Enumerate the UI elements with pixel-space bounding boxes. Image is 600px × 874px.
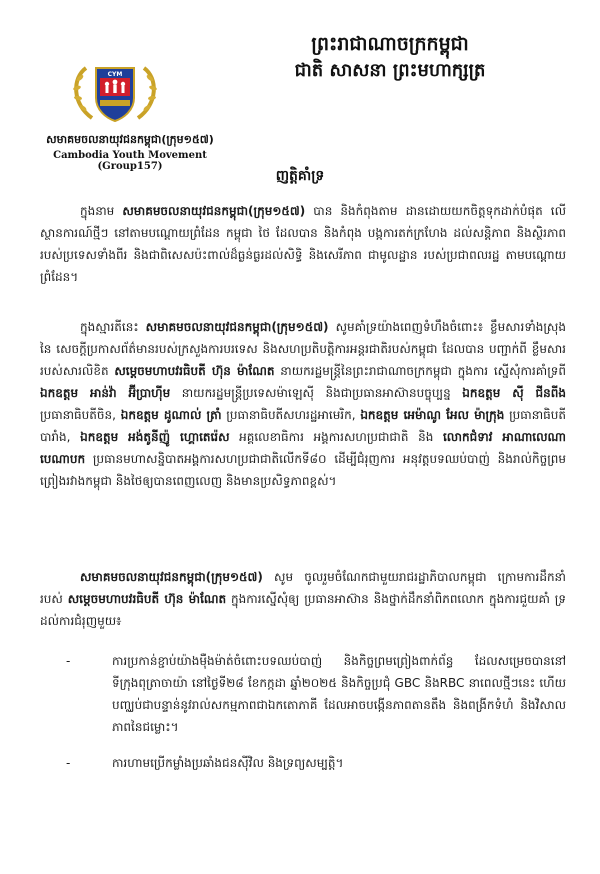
paragraph-2: ក្នុងស្មារតីនេះ សមាគមចលនាយុវជនកម្ពុជា(ក្រុម១៥៧) សូមគាំទ្រយ៉ាងពេញទំហឹងចំពោះ៖ ខ្លឹមសារទាំងស្រុងនៃ សេចក្តីប្រកាសព័ត៌មានរបស់ក្រសួងការបរទេស និងសហប្រតិបត្តិការអន្តរជាតិរបស់កម្ពុជា ដែលបាន បញ្ជាក់ពី ខ្លឹមសាររបស់សារលិខិត សម្តេចមហាបវរធិបតី ហ៊ុន ម៉ាណែត នាយករដ្ឋមន្ត្រីនៃព្រះរាជាណាចក្រកម្ពុជា ក្នុងការ ស្នើសុំការគាំទ្រពី ឯកឧត្តម អាន់វ៉ា អ៊ីប្រាហ៊ីម នាយករដ្ឋមន្ត្រីប្រទេសម៉ាឡេស៊ី និងជាប្រធានអាស៊ានបច្ចុប្បន្ន ឯកឧត្តម ស៊ី ជីនពីង ប្រធានាធិបតីចិន, ឯកឧត្តម ដូណាល់ ត្រាំ ប្រធានាធិបតីសហរដ្ឋអាមេរិក, ឯកឧត្តម អេម៉ាណូ អែល ម៉ាក្រុង ប្រធានាធិបតីបារាំង, ឯកឧត្តម អង់តូនីញ៉ូ ហ្គោតេរ៉េស អគ្គលេខាធិការ អង្គការសហប្រជាជាតិ និង លោកជំទាវ អាណាលេណា បេណាបក ប្រធានមហាសន្និបាតអង្គការសហប្រជាជាតិលើកទី៨០ ដើម្បីជំរុញការ អនុវត្តបទឈប់បាញ់ និងរាល់កិច្ចព្រមព្រៀងរវាងកម្ពុជា និងថៃឲ្យបានពេញលេញ និងមានប្រសិទ្ធភាពខ្ពស់។ bbox=[40, 320, 567, 488]
name-donald-trump: ឯកឧត្តម ដូណាល់ ត្រាំ bbox=[120, 408, 222, 422]
org-name-bold: សមាគមចលនាយុវជនកម្ពុជា(ក្រុម១៥៧) bbox=[80, 570, 263, 584]
list-item: - ការប្រកាន់ខ្ជាប់យ៉ាងម៉ឺងម៉ាត់ចំពោះបទឈប់បាញ់ និងកិច្ចព្រមព្រៀងពាក់ព័ន្ធ ដែលសម្រេចបាននៅ ទីក្រុងពុត្រាចាយ៉ា នៅថ្ងៃទី២៨ ខែកក្កដា ឆ្នាំ២០២៥ និងកិច្ចប្រជុំ GBC និងRBC នាពេលថ្មីៗនេះ ហើយបញ្ឈប់ជាបន្ទាន់នូវរាល់សកម្មភាពជាឯកតោភាគី ដែលអាចបង្កើនភាពតានតឹង និងពង្រីកទំហំ និងវិសាលភាពនៃជម្លោះ។ bbox=[40, 650, 566, 738]
name-hun-manet: សម្តេចមហាបវរធិបតី ហ៊ុន ម៉ាណែត bbox=[114, 364, 275, 378]
org-name-bold: សមាគមចលនាយុវជនកម្ពុជា(ក្រុម១៥៧) bbox=[145, 320, 329, 334]
document-title: ញត្តិគាំទ្រ bbox=[275, 168, 325, 184]
logo-text: CYM bbox=[107, 71, 123, 78]
name-anwar-ibrahim: ឯកឧត្តម អាន់វ៉ា អ៊ីប្រាហ៊ីម bbox=[40, 386, 171, 400]
list-item: - ការហាមប្រើកម្លាំងប្រឆាំងជនស៊ីវិល និងទ្រព្យសម្បត្តិ។ bbox=[40, 752, 566, 774]
name-xi-jinping: ឯកឧត្តម ស៊ី ជីនពីង bbox=[462, 386, 566, 400]
organization-name-english: Cambodia Youth Movement (Group157) bbox=[53, 150, 207, 172]
kingdom-motto: ជាតិ សាសនា ព្រះមហាក្សត្រ bbox=[294, 60, 486, 81]
paragraph-3: សមាគមចលនាយុវជនកម្ពុជា(ក្រុម១៥៧) សូម ចូលរួមចំណែកជាមួយរាជរដ្ឋាភិបាលកម្ពុជា ក្រោមការដឹកនាំរបស់ សម្តេចមហាបវរធិបតី ហ៊ុន ម៉ាណែត ក្នុងការស្នើសុំឲ្យ ប្រធានអាស៊ាន និងថ្នាក់ដឹកនាំពិភពលោក ក្នុងការជួយគាំ ទ្រដល់ការជំរុញមួយ៖ bbox=[40, 570, 566, 628]
organization-name-khmer: សមាគមចលនាយុវជនកម្ពុជា(ក្រុម១៥៧) bbox=[46, 133, 214, 146]
kingdom-title: ព្រះរាជាណាចក្រកម្ពុជា bbox=[311, 33, 469, 55]
name-antonio-guterres: ឯកឧត្តម អង់តូនីញ៉ូ ហ្គោតេរ៉េស bbox=[80, 430, 230, 444]
name-hun-manet: សម្តេចមហាបវរធិបតី ហ៊ុន ម៉ាណែត bbox=[67, 592, 227, 606]
name-annalena-baerbock: លោកជំទាវ អាណាលេណា បេណាបក bbox=[40, 430, 566, 466]
bullet-dash: - bbox=[66, 654, 71, 668]
organization-logo bbox=[66, 60, 164, 126]
bullet-dash: - bbox=[66, 756, 71, 770]
paragraph-1: ក្នុងនាម សមាគមចលនាយុវជនកម្ពុជា(ក្រុម១៥៧) បាន និងកំពុងតាម ដានដោយយកចិត្តទុកដាក់បំផុត លើស្ថានការណ៍ថ្មីៗ នៅតាមបណ្តោយព្រំដែន កម្ពុជា ថៃ ដែលបាន និងកំពុង បង្កការតក់ក្រហែង ដល់សន្តិភាព និងស្ថិរភាព របស់ប្រទេសទាំងពីរ និងជាពិសេសប៉ះពាល់ដ៏ធ្ងន់ធ្ងរដល់សិទ្ធិ និងសេរីភាព ជាមូលដ្ឋាន របស់ប្រជាពលរដ្ឋ តាមបណ្តោយព្រំដែន។ bbox=[40, 204, 566, 284]
org-name-bold: សមាគមចលនាយុវជនកម្ពុជា(ក្រុម១៥៧) bbox=[122, 204, 306, 218]
request-list bbox=[40, 650, 566, 788]
name-emmanuel-macron: ឯកឧត្តម អេម៉ាណូ អែល ម៉ាក្រុង bbox=[360, 408, 505, 422]
